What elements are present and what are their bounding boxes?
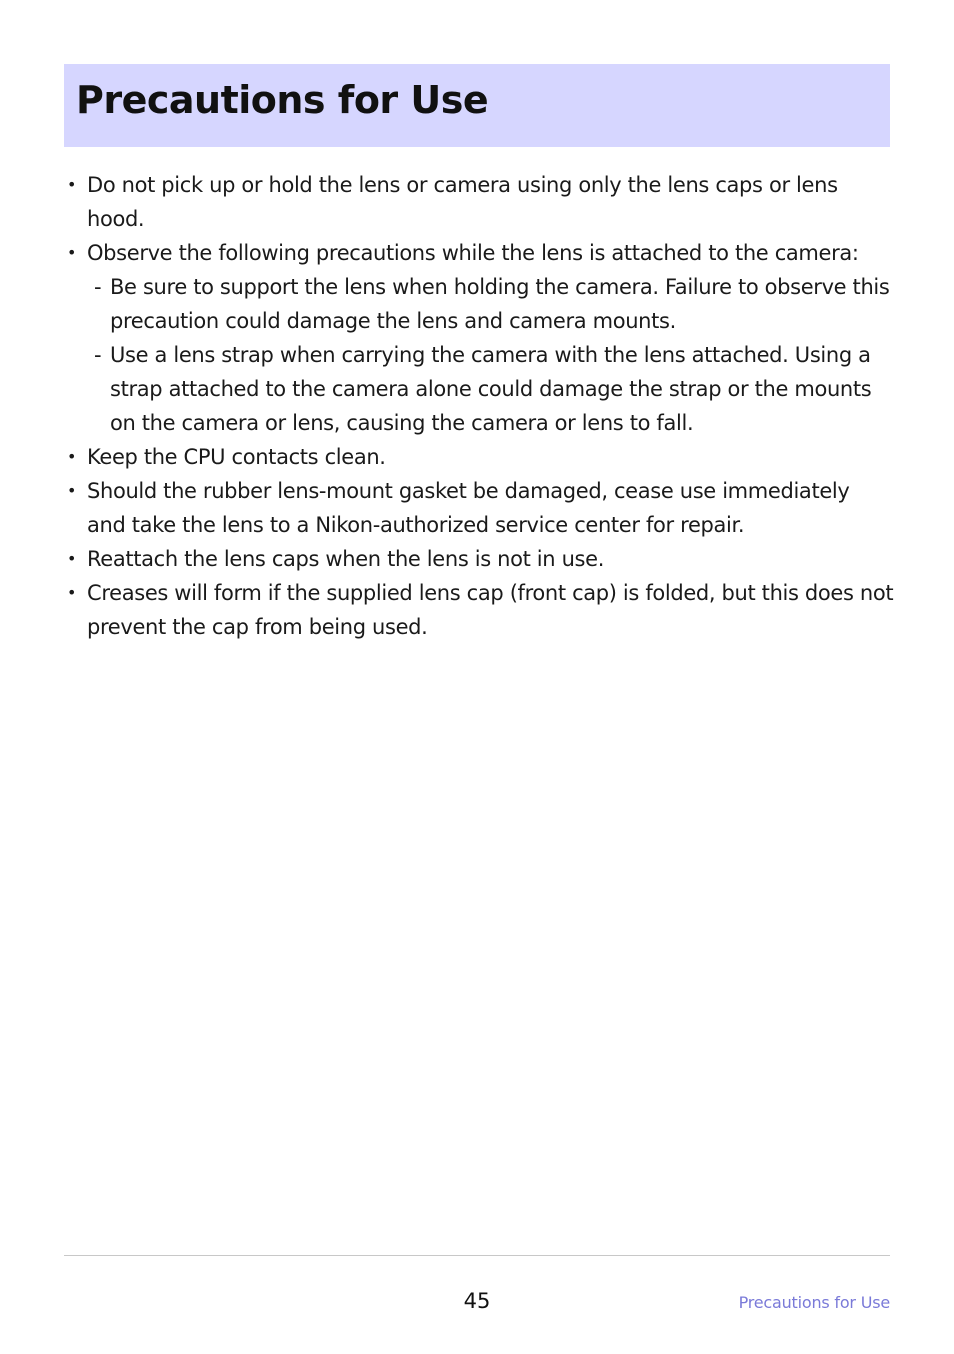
list-item-text: Reattach the lens caps when the lens is not in use.	[87, 547, 605, 571]
list-item-text: Observe the following precautions while the lens is attached to the camera:	[87, 241, 859, 265]
bullet-marker: •	[67, 583, 77, 602]
dash-marker: -	[94, 343, 102, 367]
list-item	[64, 236, 894, 440]
bullet-marker: •	[67, 447, 77, 466]
section-link[interactable]: Precautions for Use	[738, 1293, 890, 1312]
bullet-marker: •	[67, 481, 77, 500]
bullet-marker: •	[67, 243, 77, 262]
list-item	[64, 576, 894, 644]
list-item-text: Should the rubber lens-mount gasket be damaged, cease use immediately and take the lens to a Nikon-authorized service center for repair.	[87, 479, 850, 537]
list-item	[64, 542, 894, 576]
sub-list-item	[87, 338, 894, 440]
bullet-marker: •	[67, 549, 77, 568]
sub-list-item	[87, 270, 894, 338]
footer-divider	[64, 1255, 890, 1256]
dash-marker: -	[94, 275, 102, 299]
sub-list	[87, 270, 894, 440]
title-band	[64, 64, 890, 147]
page-title: Precautions for Use	[76, 78, 489, 122]
precaution-list	[64, 168, 894, 644]
page-content	[64, 168, 894, 644]
sub-list-item-text: Use a lens strap when carrying the camera with the lens attached. Using a strap attached to the camera alone could damage the strap or the mounts on the camera or lens, causing the camera or lens to fall.	[110, 343, 872, 435]
list-item-text: Keep the CPU contacts clean.	[87, 445, 386, 469]
list-item	[64, 168, 894, 236]
list-item	[64, 440, 894, 474]
list-item-text: Do not pick up or hold the lens or camera using only the lens caps or lens hood.	[87, 173, 838, 231]
sub-list-item-text: Be sure to support the lens when holding the camera. Failure to observe this precaution could damage the lens and camera mounts.	[110, 275, 890, 333]
list-item	[64, 474, 894, 542]
bullet-marker: •	[67, 175, 77, 194]
list-item-text: Creases will form if the supplied lens cap (front cap) is folded, but this does not prevent the cap from being used.	[87, 581, 894, 639]
page-number: 45	[463, 1289, 491, 1313]
